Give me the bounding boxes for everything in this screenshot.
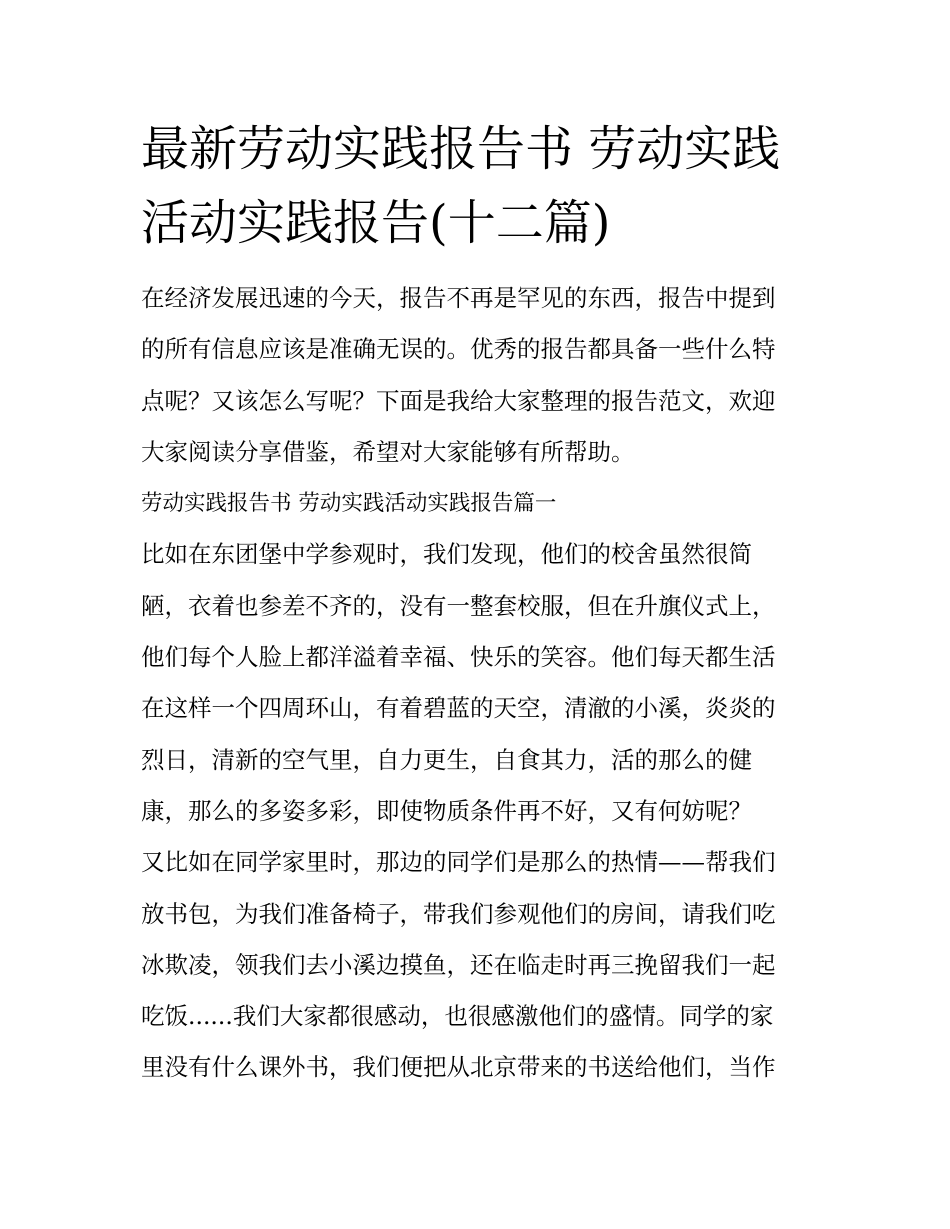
section-heading: 劳动实践报告书 劳动实践活动实践报告篇一 — [141, 491, 557, 517]
section-heading-paragraph — [141, 478, 813, 529]
title-line: 活动实践报告(十二篇) — [141, 195, 611, 251]
paragraph-line: 比如在东团堡中学参观时，我们发现，他们的校舍虽然很简 — [141, 540, 752, 569]
paragraph-line: 点呢？又该怎么写呢？下面是我给大家整理的报告范文，欢迎 — [141, 386, 776, 415]
paragraph-line: 的所有信息应该是准确无误的。优秀的报告都具备一些什么特 — [141, 335, 776, 364]
document-content — [141, 112, 813, 1094]
body-paragraph-2 — [141, 837, 813, 1093]
paragraph-line: 烈日，清新的空气里，自力更生，自食其力，活的那么的健 — [141, 745, 752, 774]
intro-paragraph — [141, 273, 813, 478]
document-title — [141, 112, 813, 260]
paragraph-line: 陋，衣着也参差不齐的，没有一整套校服，但在升旗仪式上， — [141, 591, 776, 620]
paragraph-line: 冰欺凌，领我们去小溪边摸鱼，还在临走时再三挽留我们一起 — [141, 950, 776, 979]
paragraph-line: 放书包，为我们准备椅子，带我们参观他们的房间，请我们吃 — [141, 899, 776, 928]
paragraph-line: 在这样一个四周环山，有着碧蓝的天空，清澈的小溪，炎炎的 — [141, 694, 776, 723]
paragraph-line: 康，那么的多姿多彩，即使物质条件再不好，又有何妨呢？ — [141, 796, 752, 825]
paragraph-line: 吃饭......我们大家都很感动，也很感激他们的盛情。同学的家 — [141, 1002, 774, 1031]
body-paragraph-1 — [141, 529, 813, 837]
paragraph-line: 里没有什么课外书，我们便把从北京带来的书送给他们，当作 — [141, 1053, 776, 1082]
title-line: 最新劳动实践报告书 劳动实践 — [141, 121, 781, 177]
paragraph-line: 在经济发展迅速的今天，报告不再是罕见的东西，报告中提到 — [141, 284, 776, 312]
paragraph-line: 又比如在同学家里时，那边的同学们是那么的热情——帮我们 — [141, 848, 776, 877]
paragraph-line: 他们每个人脸上都洋溢着幸福、快乐的笑容。他们每天都生活 — [141, 643, 776, 672]
paragraph-line: 大家阅读分享借鉴，希望对大家能够有所帮助。 — [141, 437, 635, 466]
